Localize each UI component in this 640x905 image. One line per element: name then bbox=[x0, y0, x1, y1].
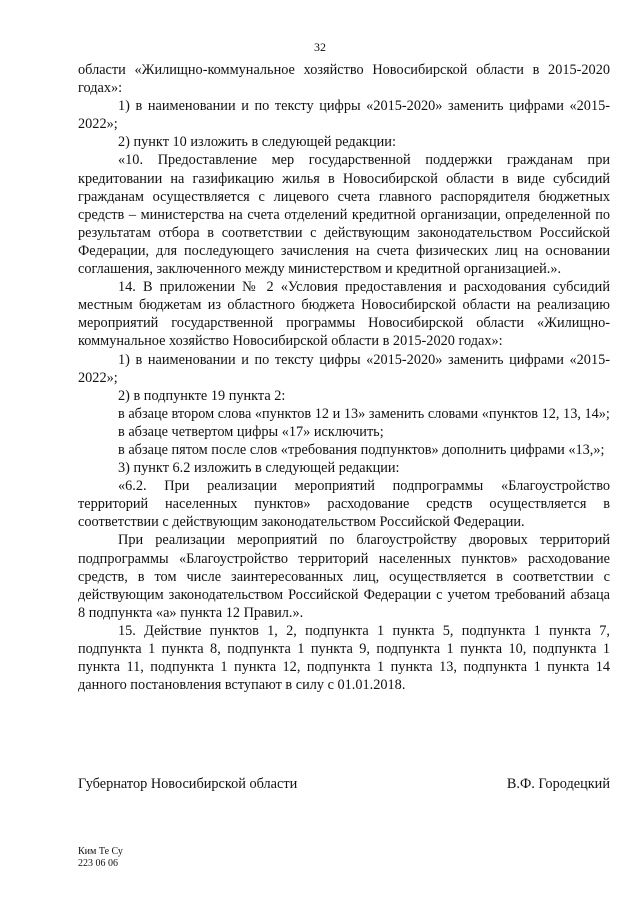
paragraph: в абзаце четвертом цифры «17» исключить; bbox=[118, 423, 384, 440]
paragraph: 15. Действие пунктов 1, 2, подпункта 1 пункта 5, подпункта 1 пункта 7, подпункта 1 пункта 8, подпункта 1 пункта 9, подпункта 1 пункта 10, подпункта 1 пункта 11, подпункта 1 пункта 12, подпункта 1 пункта 13, подпункта 1 пункта 14 данного постановления вступают в силу с 01.01.2018. bbox=[78, 622, 610, 694]
document-body bbox=[78, 61, 610, 694]
paragraph: При реализации мероприятий по благоустройству дворовых территорий подпрограммы «Благоустройство территорий населенных пунктов» расходование средств, в том числе заинтересованных лиц, осуществляется в соответствии с действующим законодательством Российской Федерации с учетом требований абзаца 8 подпункта «а» пункта 12 Правил.». bbox=[78, 532, 610, 621]
executor-name: Ким Те Су bbox=[78, 846, 123, 857]
paragraph: в абзаце втором слова «пунктов 12 и 13» заменить словами «пунктов 12, 13, 14»; bbox=[118, 405, 610, 422]
executor-block bbox=[78, 846, 123, 870]
executor-phone: 223 06 06 bbox=[78, 858, 118, 869]
paragraph: 2) пункт 10 изложить в следующей редакции: bbox=[118, 134, 396, 151]
page-number: 32 bbox=[314, 40, 326, 54]
paragraph: 14. В приложении № 2 «Условия предоставления и расходования субсидий местным бюджетам из областного бюджета Новосибирской области на реализацию мероприятий государственной программы Новосибирской области «Жилищно-коммунальное хозяйство Новосибирской области в 2015-2020 годах»: bbox=[78, 279, 610, 350]
paragraph: «6.2. При реализации мероприятий подпрограммы «Благоустройство территорий населенных пунктов» расходование средств осуществляется в соответствии с действующим законодательством Российской Федерации. bbox=[78, 478, 610, 531]
paragraph: 3) пункт 6.2 изложить в следующей редакции: bbox=[118, 460, 400, 477]
paragraph: 2) в подпункте 19 пункта 2: bbox=[118, 387, 286, 404]
signatory-name: В.Ф. Городецкий bbox=[506, 776, 610, 792]
paragraph: 1) в наименовании и по тексту цифры «2015-2020» заменить цифрами «2015-2022»; bbox=[78, 351, 610, 386]
paragraph: в абзаце пятом после слов «требования подпунктов» дополнить цифрами «13,»; bbox=[118, 441, 605, 458]
paragraph: 1) в наименовании и по тексту цифры «2015-2020» заменить цифрами «2015-2022»; bbox=[78, 98, 610, 133]
paragraph: области «Жилищно-коммунальное хозяйство Новосибирской области в 2015-2020 годах»: bbox=[78, 62, 610, 97]
paragraph: «10. Предоставление мер государственной поддержки гражданам при кредитовании на газификацию жилья в Новосибирской области в виде субсидий гражданам осуществляется с лицевого счета главного распорядителя бюджетных средств – министерства на счета отделений кредитной организации, определенной по результатам отбора в соответствии с действующим законодательством Российской Федерации, для последующего зачисления на счета физических лиц на основании соглашения, заключенного между министерством и кредитной организацией.». bbox=[78, 152, 610, 278]
signatory-position: Губернатор Новосибирской области bbox=[78, 776, 298, 792]
